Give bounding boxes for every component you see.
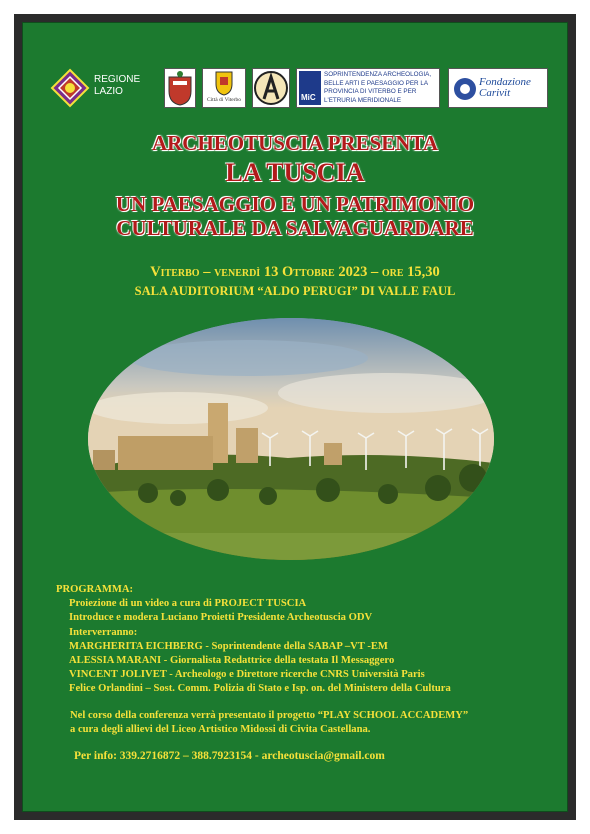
event-date: Viterbo – venerdì 13 Ottobre 2023 – ore 15,30	[150, 264, 440, 280]
title-line-4: CULTURALE DA SALVAGUARDARE	[116, 216, 474, 240]
archeotuscia-logo	[252, 68, 290, 108]
contact-info: Per info: 339.2716872 – 388.7923154 - archeotuscia@gmail.com	[74, 750, 385, 762]
programma-line-2: Introduce e modera Luciano Proietti Presidente Archeotuscia ODV	[69, 612, 373, 624]
lazio-emblem-icon	[50, 68, 90, 108]
programma-heading: PROGRAMMA:	[56, 584, 134, 595]
regione-lazio-label: REGIONE LAZIO	[94, 74, 141, 97]
mic-icon: MiC	[299, 71, 321, 105]
conference-note	[70, 709, 550, 737]
programma-line-7: Felice Orlandini – Sost. Comm. Polizia di Stato e Isp. on. del Ministero della Cultura	[69, 683, 451, 695]
title-line-3: UN PAESAGGIO E UN PATRIMONIO	[115, 192, 475, 216]
viterbo-crest-icon	[203, 69, 245, 97]
regione-lazio-logo	[48, 68, 156, 108]
title-line-3-4	[22, 192, 568, 240]
landscape-photo	[88, 318, 494, 560]
viterbo-label: Città di Viterbo	[206, 97, 242, 103]
note-line-1: Nel corso della conferenza verrà presentato il progetto “PLAY SCHOOL ACCADEMY”	[70, 710, 469, 721]
fondazione-label: Fondazione Carivit	[479, 76, 531, 99]
programma-line-4: MARGHERITA EICHBERG - Soprintendente della SABAP –VT -EM	[69, 640, 388, 652]
title-line-2: LA TUSCIA	[225, 158, 365, 187]
sponsor-logos	[46, 68, 551, 110]
provincia-crest-logo	[164, 68, 196, 108]
soprintendenza-logo	[296, 68, 440, 108]
archeotuscia-a-icon	[253, 69, 289, 107]
tuscia-landscape-image	[88, 318, 494, 560]
programma-line-1: Proiezione di un video a cura di PROJECT TUSCIA	[69, 598, 307, 610]
crest-icon	[165, 69, 195, 107]
event-venue: SALA AUDITORIUM “ALDO PERUGI” DI VALLE FAUL	[134, 284, 456, 298]
fondazione-emblem-icon	[451, 71, 479, 107]
programma-line-5: ALESSIA MARANI - Giornalista Redattrice della testata Il Messaggero	[69, 655, 395, 667]
note-line-2: a cura degli allievi del Liceo Artistico Midossi di Civita Castellana.	[70, 724, 371, 735]
soprintendenza-label: SOPRINTENDENZA ARCHEOLOGIA, BELLE ARTI E PAESAGGIO PER LA PROVINCIA DI VITERBO E PER L'ETRURIA MERIDIONALE	[324, 71, 432, 104]
programma-line-3: Interverranno:	[69, 626, 138, 638]
citta-viterbo-logo	[202, 68, 246, 108]
programma-line-6: VINCENT JOLIVET - Archeologo e Direttore ricerche CNRS Università Paris	[69, 669, 425, 681]
fondazione-carivit-logo	[448, 68, 548, 108]
title-line-1: ARCHEOTUSCIA PRESENTA	[151, 131, 439, 155]
programma-section	[56, 583, 556, 697]
